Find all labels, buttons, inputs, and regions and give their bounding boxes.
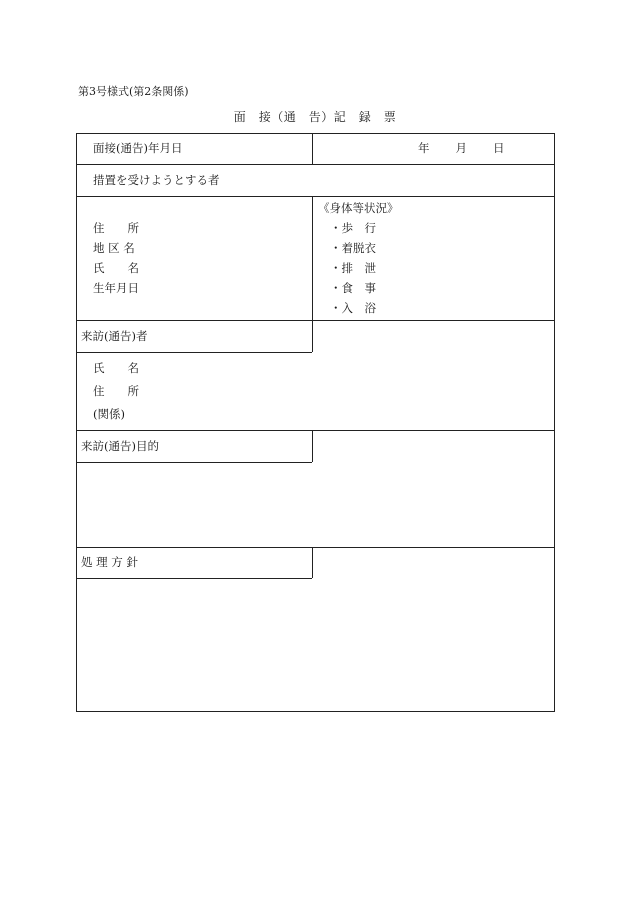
visitor-address-label: 住 所: [93, 384, 139, 398]
date-value: 年 月 日: [418, 141, 506, 155]
physical-item-dressing: ・ 着脱衣: [330, 243, 376, 255]
purpose-label: 来訪(通告)目的: [81, 439, 159, 453]
subject-label: 措置を受けようとする者: [93, 173, 220, 187]
visitor-label-underline: [76, 352, 312, 353]
date-column-divider: [312, 133, 313, 164]
subject-name-label: 氏 名: [93, 261, 139, 275]
purpose-label-divider: [312, 430, 313, 462]
physical-item-eating: ・ 食 事: [330, 283, 376, 295]
visitor-name-label: 氏 名: [93, 361, 139, 375]
form-number: 第3号様式(第2条関係): [78, 85, 189, 98]
subject-address-label: 住 所: [93, 221, 139, 235]
row-divider-subject: [76, 196, 555, 197]
form-title: 面 接（通 告）記 録 票: [233, 110, 397, 124]
row-divider-purpose: [76, 547, 555, 548]
visitor-relation-label: (関係): [93, 407, 125, 421]
record-form-table: [76, 133, 555, 712]
physical-item-bathing: ・ 入 浴: [330, 303, 376, 315]
policy-label-divider: [312, 547, 313, 578]
row-divider-date: [76, 164, 555, 165]
row-divider-visitor: [76, 430, 555, 431]
visitor-label: 来訪(通告)者: [81, 329, 148, 343]
subject-birthdate-label: 生年月日: [93, 281, 139, 295]
policy-label: 処 理 方 針: [81, 555, 138, 569]
physical-item-toileting: ・ 排 泄: [330, 263, 376, 275]
subject-district-label: 地 区 名: [93, 241, 135, 255]
purpose-label-underline: [76, 462, 312, 463]
physical-column-divider: [312, 196, 313, 352]
policy-label-underline: [76, 578, 312, 579]
row-divider-physical: [76, 320, 555, 321]
physical-item-walking: ・ 歩 行: [330, 223, 376, 235]
date-label: 面接(通告)年月日: [93, 141, 183, 155]
physical-status-heading: 《身体等状況》: [318, 201, 399, 215]
